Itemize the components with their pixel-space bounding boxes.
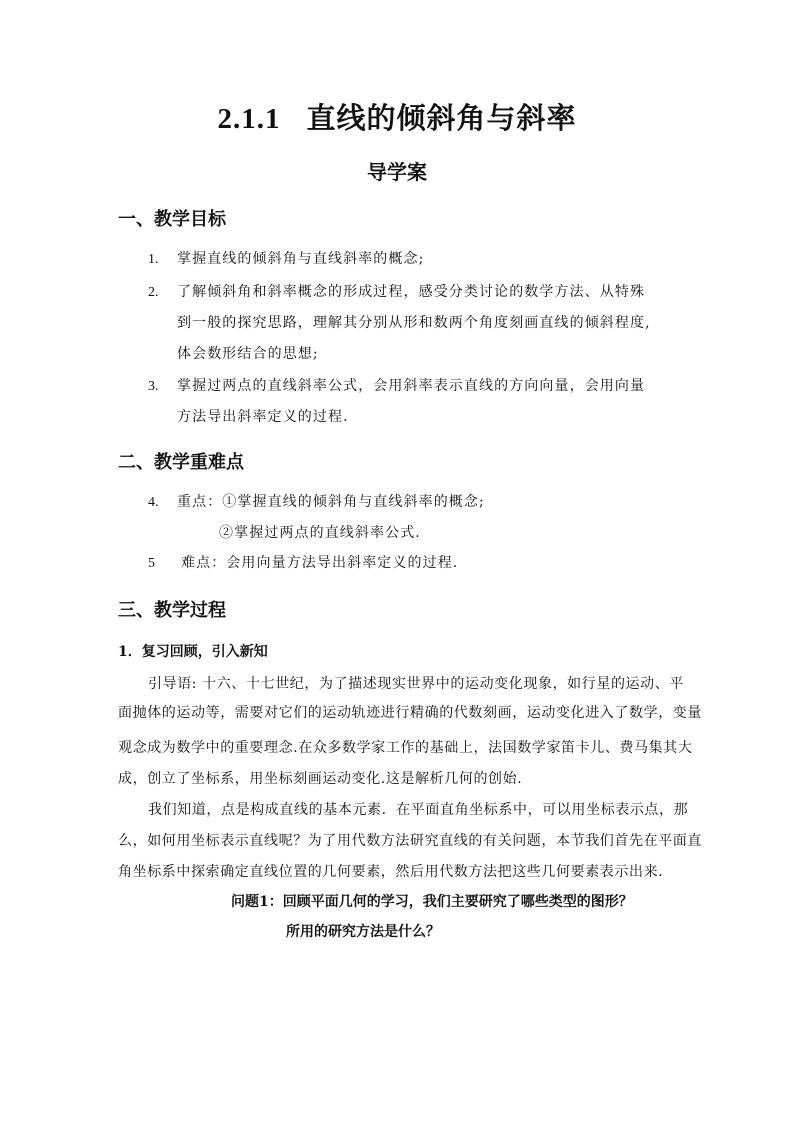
paragraph-line: 面抛体的运动等，需要对它们的运动轨迹进行精确的代数刻画，运动变化进入了数学，变量 [118,705,702,721]
goal-text: 掌握直线的倾斜角与直线斜率的概念; [177,251,425,267]
goal-text-line: 方法导出斜率定义的过程. [177,409,349,425]
section-heading-process: 三、教学过程 [118,600,226,621]
goal-number: 2. [148,285,159,300]
key-point-text-2: ②掌握过两点的直线斜率公式. [219,525,421,541]
goal-text-line: 体会数形结合的思想; [177,346,319,362]
section-heading-goals: 一、教学目标 [118,209,226,230]
goal-text-line: 了解倾斜角和斜率概念的形成过程，感受分类讨论的数学方法、从特殊 [177,284,646,300]
title-number: 2.1.1 [217,103,281,135]
title-text: 直线的倾斜角与斜率 [306,101,577,135]
paragraph-line: 角坐标系中探索确定直线位置的几何要素，然后用代数方法把这些几何要素表示出来． [118,864,673,880]
paragraph-line: 引导语: 十六、十七世纪，为了描述现实世界中的运动变化现象，如行星的运动、平 [148,676,684,692]
page-subtitle: 导学案 [367,160,427,184]
question-1-continued: 所用的研究方法是什么？ [286,924,440,940]
difficulty-number: 5 [148,556,155,571]
paragraph-line: 成，创立了坐标系，用坐标刻画运动变化.这是解析几何的创始. [118,771,523,787]
difficulty-text: 难点：会用向量方法导出斜率定义的过程. [181,555,459,571]
paragraph-line: 我们知道，点是构成直线的基本元素．在平面直角坐标系中，可以用坐标表示点，那 [148,802,689,818]
question-1: 问题1：回顾平面几何的学习，我们主要研究了哪些类型的图形？ [231,894,633,910]
key-number: 4. [148,495,159,510]
goal-number: 3. [148,379,159,394]
page-title [0,96,794,137]
key-point-text: 重点：①掌握直线的倾斜角与直线斜率的概念; [177,494,485,510]
goal-text-line: 到一般的探究思路，理解其分别从形和数两个角度刻画直线的倾斜程度, [177,315,651,331]
paragraph-line: 观念成为数学中的重要理念.在众多数学家工作的基础上，法国数学家笛卡儿、费马集其大 [118,740,693,756]
goal-number: 1. [148,252,159,267]
goal-text-line: 掌握过两点的直线斜率公式，会用斜率表示直线的方向向量，会用向量 [177,378,646,394]
subsection-heading: 1．复习回顾，引入新知 [118,644,268,660]
section-heading-key-points: 二、教学重难点 [118,452,244,473]
paragraph-line: 么，如何用坐标表示直线呢？为了用代数方法研究直线的有关问题，本节我们首先在平面直 [118,833,702,849]
